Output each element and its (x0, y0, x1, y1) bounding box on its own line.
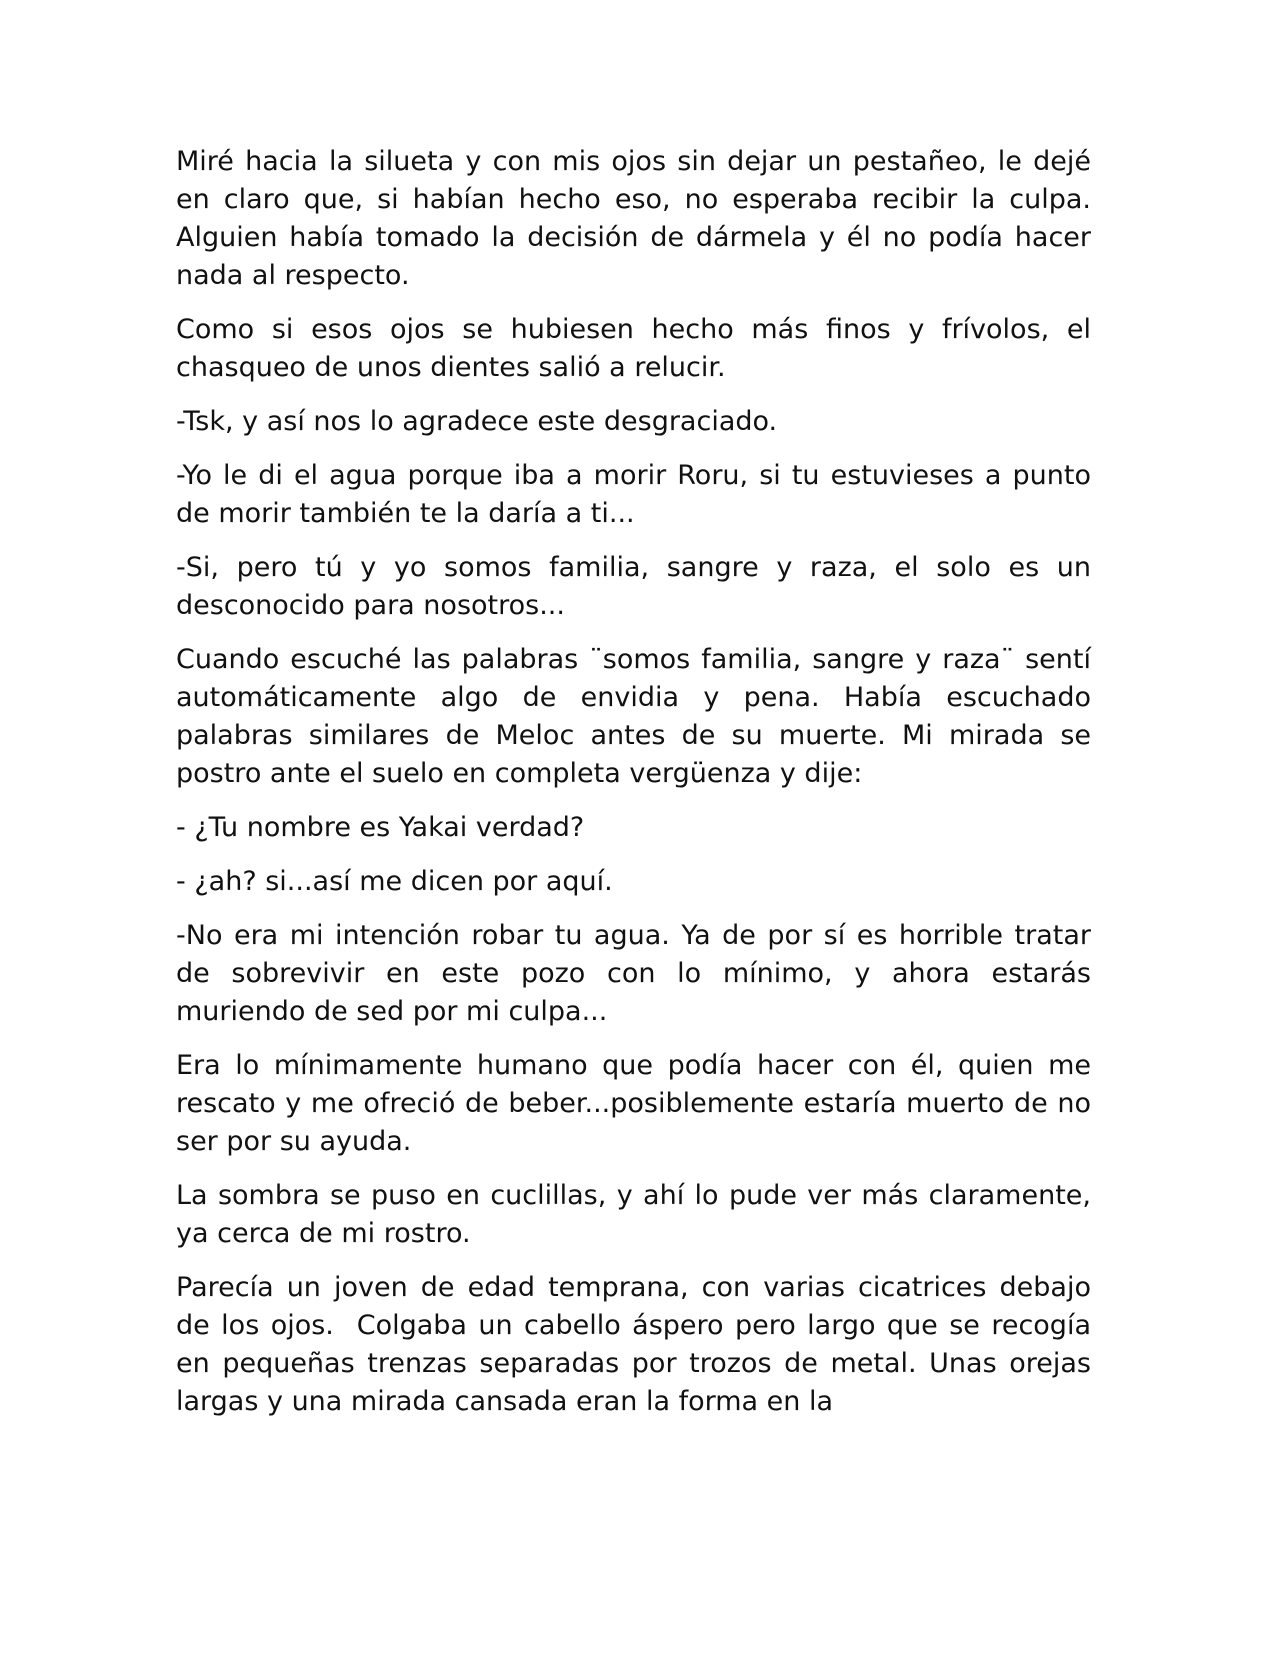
page-text (176, 143, 1100, 1437)
paragraph: Era lo mínimamente humano que podía hacer con él, quien me rescato y me ofreció de beber...posiblemente estaría muerto de no ser por su ayuda. (176, 1050, 1100, 1157)
paragraph: Miré hacia la silueta y con mis ojos sin dejar un pestañeo, le dejé en claro que, si habían hecho eso, no esperaba recibir la culpa. Alguien había tomado la decisión de dármela y él no podía hacer nada al respecto. (176, 146, 1100, 291)
dialogue-line: -Yo le di el agua porque iba a morir Roru, si tu estuvieses a punto de morir también te la daría a ti... (176, 460, 1100, 529)
paragraph: La sombra se puso en cuclillas, y ahí lo pude ver más claramente, ya cerca de mi rostro. (176, 1180, 1100, 1249)
dialogue-line: - ¿Tu nombre es Yakai verdad? (176, 812, 585, 843)
dialogue-line: - ¿ah? si...así me dicen por aquí. (176, 866, 613, 897)
paragraph: Cuando escuché las palabras ¨somos familia, sangre y raza¨ sentí automáticamente algo de envidia y pena. Había escuchado palabras similares de Meloc antes de su muerte. Mi mirada se postro ante el suelo en completa vergüenza y dije: (176, 644, 1100, 789)
dialogue-line: -Tsk, y así nos lo agradece este desgraciado. (176, 406, 778, 437)
dialogue-line: -Si, pero tú y yo somos familia, sangre y raza, el solo es un desconocido para nosotros... (176, 552, 1100, 621)
dialogue-line: -No era mi intención robar tu agua. Ya de por sí es horrible tratar de sobrevivir en este pozo con lo mínimo, y ahora estarás muriendo de sed por mi culpa... (176, 920, 1100, 1027)
paragraph: Parecía un joven de edad temprana, con varias cicatrices debajo de los ojos. Colgaba un cabello áspero pero largo que se recogía en pequeñas trenzas separadas por trozos de metal. Unas orejas largas y una mirada cansada eran la forma en la (176, 1272, 1100, 1417)
paragraph: Como si esos ojos se hubiesen hecho más finos y frívolos, el chasqueo de unos dientes salió a relucir. (176, 314, 1100, 383)
